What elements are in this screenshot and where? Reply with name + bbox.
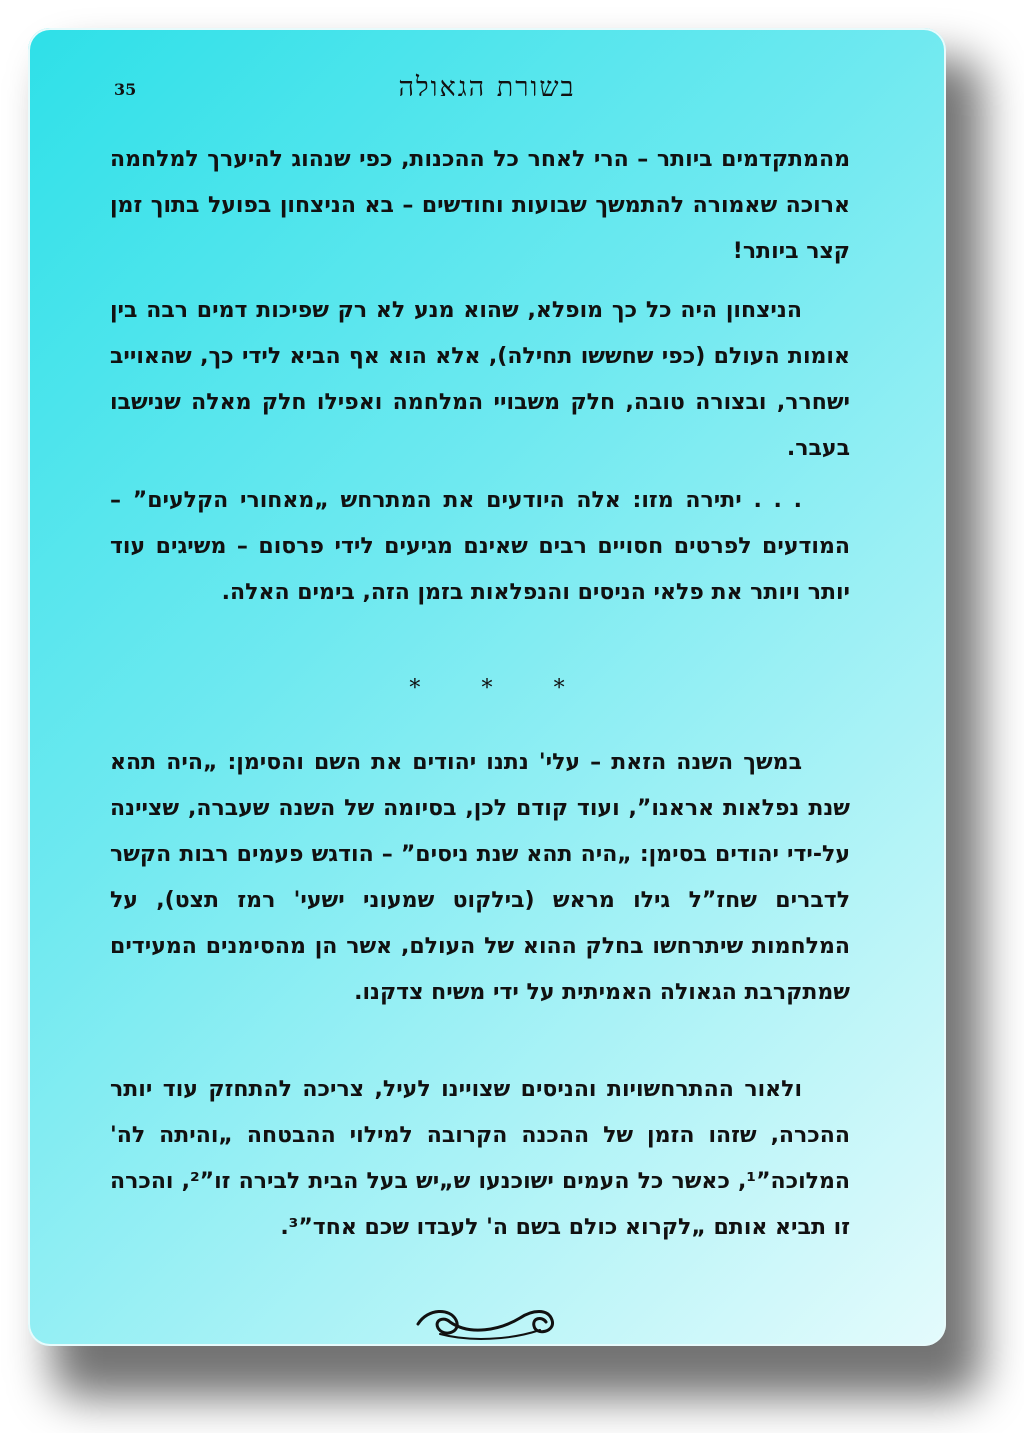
running-title: בשורת הגאולה [398,72,576,103]
book-page [28,28,946,1346]
paragraph-5: ולאור ההתרחשויות והניסים שצויינו לעיל, צריכה להתחזק עוד יותר ההכרה, שזהו הזמן של ההכנה הקרובה למילוי ההבטחה „והיתה לה' המלוכה”¹, כאשר כל העמים ישוכנעו ש„יש בעל הבית לבירה זו”², והכרה זו תביא אותם „לקרוא כולם בשם ה' לעבדו שכם אחד”³. [110,1077,850,1240]
divider-star: * [553,676,565,701]
paragraph-3: . . . יתירה מזו: אלה היודעים את המתרחש „מאחורי הקלעים” – המודעים לפרטים חסויים רבים שאינם מגיעים לידי פרסום – משיגים עוד יותר ויותר את פלאי הניסים והנפלאות בזמן הזה, בימים האלה. [110,488,850,605]
page-header [28,72,946,116]
divider-star: * [409,676,421,701]
flourish-ornament-icon [410,1290,560,1350]
paragraph-2: הניצחון היה כל כך מופלא, שהוא מנע לא רק שפיכות דמים רבה בין אומות העולם (כפי שחששו תחילה), אלא הוא אף הביא לידי כך, שהאוייב ישחרר, ובצורה טובה, חלק משבויי המלחמה ואפילו חלק מאלה שנישבו בעבר. [110,298,850,461]
divider-star: * [481,676,493,701]
paragraph-4: במשך השנה הזאת – עלי' נתנו יהודים את השם והסימן: „היה תהא שנת נפלאות אראנו”, ועוד קודם לכן, בסיומה של השנה שעברה, שציינה על-ידי יהודים בסימן: „היה תהא שנת ניסים” – הודגש פעמים רבות הקשר לדברים שחז”ל גילו מראש (בילקוט שמעוני ישעי' רמז תצט), על המלחמות שיתרחשו בחלק ההוא של העולם, אשר הן מהסימנים המעידים שמתקרבת הגאולה האמיתית על ידי משיח צדקנו. [110,750,850,1005]
paragraph-1: מהמתקדמים ביותר – הרי לאחר כל ההכנות, כפי שנהוג להיערך למלחמה ארוכה שאמורה להתמשך שבועות וחודשים – בא הניצחון בפועל בתוך זמן קצר ביותר! [110,147,850,264]
page-number: 35 [114,80,137,99]
section-divider [28,676,946,701]
page-content [28,28,946,1346]
